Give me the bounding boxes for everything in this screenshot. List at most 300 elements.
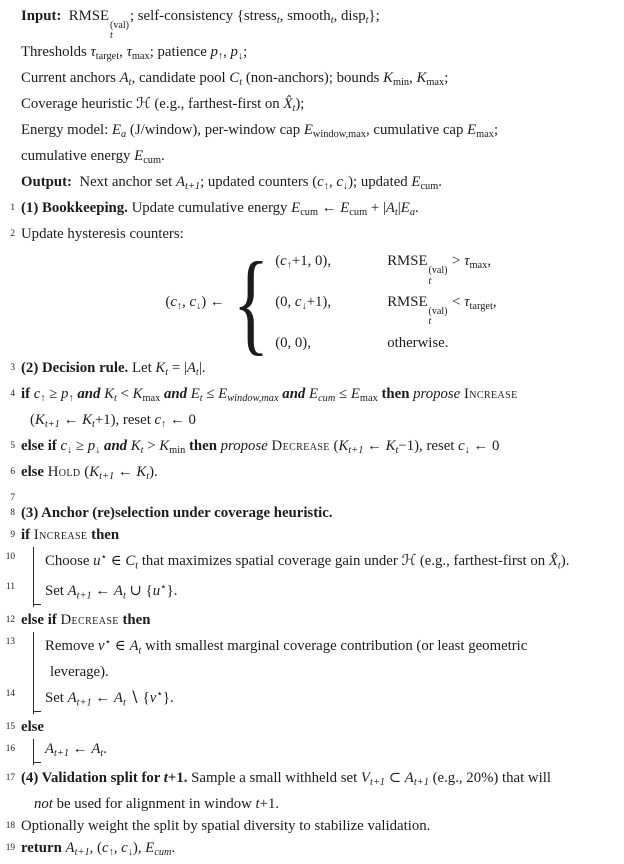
text-segment: RMSE <box>61 8 110 24</box>
text-segment: t+1 <box>369 777 385 789</box>
text-segment: window,max <box>312 128 367 140</box>
text-segment: Next anchor set <box>71 173 176 190</box>
text-segment: (4) Validation split for <box>21 769 164 786</box>
text-segment: , smooth <box>279 8 331 24</box>
equation-case-row <box>275 287 496 328</box>
algo-line-3 <box>0 358 624 384</box>
text-segment: a <box>121 128 127 140</box>
line-number: 3 <box>10 362 15 373</box>
text-segment: (3) Anchor (re)selection under coverage heuristic. <box>21 504 333 521</box>
text-segment: target <box>95 50 120 62</box>
text-segment: c <box>189 293 197 310</box>
text-segment: t <box>195 366 199 378</box>
algorithm-body-bottom <box>0 358 624 864</box>
text-segment: A <box>385 199 395 216</box>
text-segment: ∈ <box>107 552 126 569</box>
text-segment: E <box>411 173 421 190</box>
line-number: 6 <box>10 466 15 477</box>
text-segment: E <box>400 199 410 216</box>
algo-indent-block <box>5 547 624 607</box>
text-segment: A <box>186 359 196 376</box>
text-segment: then <box>377 385 414 402</box>
algorithm-header <box>0 6 624 198</box>
text-segment: ↓ <box>342 180 349 192</box>
text-segment: ← <box>69 740 92 757</box>
text-segment: K <box>130 437 141 454</box>
text-segment: t <box>292 102 296 114</box>
text-segment: max <box>469 260 488 272</box>
text-segment: ↓ <box>95 444 101 456</box>
text-segment: ⋆ <box>160 581 167 593</box>
text-segment: +1. <box>167 769 188 786</box>
text-segment: t <box>365 15 369 27</box>
text-segment: τ <box>464 253 470 270</box>
text-segment: , <box>492 294 497 311</box>
text-segment: ( <box>275 253 281 270</box>
line-number: 16 <box>5 743 15 754</box>
text-segment: ↑ <box>176 300 183 312</box>
case-value <box>275 287 387 328</box>
text-segment: propose <box>220 437 272 454</box>
cases-brace-glyph: { <box>232 239 270 366</box>
text-segment: ; self-consistency {stress <box>129 8 277 24</box>
text-segment: A <box>175 173 185 190</box>
text-segment: v <box>149 690 157 707</box>
equation-lhs <box>165 294 224 312</box>
text-segment: if <box>21 385 34 402</box>
text-segment: t+1 <box>54 748 70 760</box>
text-segment: c <box>101 839 109 856</box>
text-segment: , <box>223 43 231 60</box>
text-segment: c <box>154 411 162 428</box>
text-segment: (e.g., farthest-first on <box>150 95 284 112</box>
text-segment: t <box>239 76 243 88</box>
line-number: 9 <box>10 529 15 540</box>
text-segment: Hold <box>47 463 81 480</box>
text-segment: E <box>190 385 200 402</box>
text-segment: ∪ { <box>125 582 153 599</box>
equation-cases <box>275 246 496 359</box>
text-segment: p <box>210 43 218 60</box>
text-segment: ; patience <box>149 43 211 60</box>
text-segment: ) ← <box>201 293 225 310</box>
text-segment: ), <box>132 839 146 856</box>
text-segment: +1. <box>259 795 280 812</box>
algo-line-1 <box>0 198 624 224</box>
text-segment: ↑ <box>108 846 114 858</box>
text-segment: u <box>93 552 101 569</box>
algo-line-continuation <box>0 120 624 146</box>
text-segment: ≤ <box>202 385 219 402</box>
text-segment: C <box>229 69 240 86</box>
text-segment: and <box>100 437 131 454</box>
text-segment: }. <box>162 690 174 707</box>
text-segment: cum <box>300 206 319 218</box>
line-number: 18 <box>5 820 15 831</box>
text-segment: ( <box>30 411 35 428</box>
text-segment: min <box>169 444 186 456</box>
text-segment: be used for alignment in window <box>52 795 256 812</box>
text-segment: V <box>360 769 370 786</box>
text-segment: E <box>134 147 144 164</box>
text-segment: K <box>132 385 143 402</box>
text-segment: c <box>33 385 41 402</box>
text-segment: that maximizes spatial coverage gain under <box>138 552 402 569</box>
text-segment: ; updated counters ( <box>200 173 318 190</box>
algo-line-18 <box>0 816 624 838</box>
text-segment: E <box>111 121 122 138</box>
text-segment: otherwise. <box>387 335 449 352</box>
text-segment: Optionally weight the split by spatial diversity to stabilize validation. <box>21 817 431 834</box>
line-number: 2 <box>10 228 15 239</box>
algo-line-8 <box>0 503 624 525</box>
text-segment: p <box>87 437 96 454</box>
text-segment: cumulative energy <box>21 147 135 164</box>
text-segment: Coverage heuristic <box>21 95 137 112</box>
text-segment: t <box>395 444 399 456</box>
text-segment: t <box>255 795 260 812</box>
text-segment: |. <box>198 359 206 376</box>
text-segment: ∈ <box>111 637 130 654</box>
text-segment: t+1 <box>348 444 364 456</box>
text-segment: E <box>467 121 477 138</box>
text-segment: K <box>383 69 393 86</box>
text-segment: , <box>328 173 337 190</box>
case-value <box>275 246 387 287</box>
text-segment: cum <box>420 180 439 192</box>
text-segment: ( <box>80 463 90 480</box>
line-number: 19 <box>5 842 15 853</box>
text-segment: A <box>65 839 75 856</box>
algo-line-continuation <box>0 146 624 172</box>
text-segment: and <box>73 385 105 402</box>
text-segment: Update hysteresis counters: <box>21 225 184 242</box>
line-number: 4 <box>10 388 15 399</box>
text-segment: E <box>218 385 228 402</box>
text-segment: a <box>409 206 415 218</box>
text-segment: (0, <box>275 294 295 311</box>
text-segment: E <box>291 199 301 216</box>
text-segment: t <box>113 392 117 404</box>
algo-line-2 <box>0 224 624 246</box>
text-segment: t <box>557 559 561 571</box>
text-segment: c <box>336 173 343 190</box>
text-segment: ≥ <box>72 437 88 454</box>
algo-indent-block <box>5 739 624 765</box>
text-segment: and <box>160 385 191 402</box>
text-segment: ( <box>329 437 339 454</box>
text-segment: ↑ <box>286 260 292 272</box>
text-segment: ← <box>91 582 114 599</box>
text-segment: τ <box>90 43 96 60</box>
text-segment: leverage). <box>50 663 109 680</box>
text-segment: return <box>21 839 66 856</box>
text-segment: Increase <box>463 385 518 402</box>
text-segment: ↑ <box>40 392 46 404</box>
text-segment: t <box>276 15 280 27</box>
text-segment: c <box>170 293 177 310</box>
algo-line-continuation <box>0 794 624 816</box>
text-segment: Thresholds <box>21 43 91 60</box>
sup-sub-stack: (val) t <box>428 265 448 287</box>
algo-line-continuation <box>0 172 624 198</box>
text-segment: A <box>45 740 55 757</box>
text-segment: ← <box>91 690 114 707</box>
algo-line-9 <box>0 525 624 547</box>
text-segment: t+1 <box>74 846 90 858</box>
line-number: 7 <box>10 492 15 503</box>
text-segment: ↑ <box>68 392 74 404</box>
text-segment: ↓ <box>127 846 133 858</box>
text-segment: ← <box>59 411 83 428</box>
text-segment: max <box>359 392 378 404</box>
text-segment: , <box>113 839 122 856</box>
text-segment: cum <box>318 392 336 404</box>
algo-indent-block <box>5 632 624 714</box>
text-segment: not <box>34 795 53 812</box>
text-segment: t <box>199 392 203 404</box>
text-segment: ⋆ <box>100 551 107 563</box>
text-segment: . <box>103 740 107 757</box>
text-segment: ℋ <box>401 552 417 569</box>
text-segment: K <box>136 463 147 480</box>
text-segment: window,max <box>227 392 279 404</box>
text-segment: ← <box>114 463 137 480</box>
text-segment: | <box>397 199 401 216</box>
algo-line-continuation <box>0 6 624 42</box>
text-segment: K <box>338 437 349 454</box>
text-segment: (2) Decision rule. <box>21 359 129 376</box>
algo-line-5 <box>0 436 624 462</box>
text-segment: t <box>163 769 168 786</box>
text-segment: (0, 0), <box>275 335 311 352</box>
text-segment: u <box>152 582 161 599</box>
text-segment: ← 0 <box>469 437 500 454</box>
text-segment: ↓ <box>464 444 470 456</box>
text-segment: > <box>448 253 465 270</box>
text-segment: (non-anchors); bounds <box>242 69 384 86</box>
text-segment: Remove <box>45 637 99 654</box>
text-segment: Current anchors <box>21 69 120 86</box>
algo-line-16 <box>5 739 624 765</box>
text-segment: t <box>165 366 169 378</box>
text-segment: ∖ { <box>125 690 150 707</box>
sup-sub-stack: (val) t <box>110 19 129 42</box>
algo-line-10 <box>5 547 624 577</box>
text-segment: ( <box>165 293 171 310</box>
algo-line-4 <box>0 384 624 410</box>
text-segment: t <box>122 589 126 601</box>
text-segment: RMSE <box>387 253 428 270</box>
text-segment: A <box>67 690 77 707</box>
text-segment: Set <box>45 690 68 707</box>
text-segment: and <box>278 385 310 402</box>
text-segment: else if <box>21 437 61 454</box>
text-segment: cum <box>154 846 172 858</box>
cases-equation <box>0 239 624 366</box>
text-segment: t+1 <box>76 589 92 601</box>
text-segment: min <box>392 76 410 88</box>
text-segment: max <box>142 392 161 404</box>
text-segment: E <box>309 385 319 402</box>
text-segment: t <box>100 748 104 760</box>
case-condition <box>387 246 496 287</box>
text-segment: > <box>143 437 160 454</box>
algo-line-continuation <box>0 68 624 94</box>
sup-sub-stack: (val) t <box>428 305 448 328</box>
line-number: 8 <box>10 507 15 518</box>
text-segment: A <box>113 582 123 599</box>
text-segment: , candidate pool <box>131 69 230 86</box>
text-segment: p <box>61 385 69 402</box>
text-segment: K <box>159 437 170 454</box>
text-segment: t <box>138 645 142 657</box>
text-segment: , <box>409 69 417 86</box>
text-segment: (1) Bookkeeping. <box>21 199 128 216</box>
text-segment: t+1 <box>99 470 115 482</box>
algo-line-12 <box>0 610 624 632</box>
text-segment: (e.g., farthest-first on <box>416 552 549 569</box>
text-segment: c <box>60 437 68 454</box>
text-segment: ↑ <box>323 180 329 192</box>
text-segment: ↓ <box>196 300 202 312</box>
line-number: 1 <box>10 202 15 213</box>
text-segment: else <box>21 719 45 736</box>
text-segment: K <box>385 437 396 454</box>
algo-line-6 <box>0 462 624 488</box>
text-segment: ). <box>560 552 570 569</box>
text-segment: K <box>416 69 427 86</box>
algo-line-continuation <box>0 94 624 120</box>
text-segment: cum <box>143 154 162 166</box>
algo-line-15 <box>0 717 624 739</box>
text-segment: , cumulative cap <box>366 121 468 138</box>
text-segment: C <box>125 552 136 569</box>
text-segment: ≥ <box>45 385 62 402</box>
text-segment: c <box>317 173 324 190</box>
text-segment: t <box>140 444 144 456</box>
text-segment: . <box>415 199 419 216</box>
equation-case-row <box>275 246 496 287</box>
text-segment: Decrease <box>271 437 330 454</box>
text-segment: t+1 <box>413 777 429 789</box>
text-segment: t <box>91 418 95 430</box>
text-segment: ⋆ <box>104 636 112 648</box>
text-segment: τ <box>464 294 470 311</box>
text-segment: if <box>21 526 34 543</box>
text-segment: < <box>448 294 465 311</box>
text-segment: X̂ <box>283 95 293 112</box>
text-segment: ↓ <box>67 444 73 456</box>
algo-line-continuation <box>0 42 624 68</box>
text-segment: t <box>146 470 150 482</box>
algo-line-7 <box>0 488 624 503</box>
text-segment: , disp <box>333 8 366 24</box>
text-segment: K <box>34 411 45 428</box>
line-number: 17 <box>5 772 15 783</box>
algo-line-11 <box>6 577 624 607</box>
text-segment: then <box>87 526 120 543</box>
text-segment: max <box>476 128 494 140</box>
text-segment: ; <box>494 121 499 138</box>
text-segment: K <box>89 463 100 480</box>
line-number: 11 <box>6 581 15 592</box>
text-segment: A <box>129 637 139 654</box>
case-condition <box>387 287 496 328</box>
text-segment: t+1 <box>76 697 92 709</box>
text-segment: RMSE <box>387 294 428 311</box>
text-segment: ); <box>295 95 305 112</box>
equation-case-row <box>275 328 496 359</box>
text-segment: t+1 <box>185 180 201 192</box>
text-segment: ; <box>243 43 248 60</box>
text-segment: A <box>113 690 123 707</box>
text-segment: . <box>161 147 165 164</box>
text-segment: Let <box>128 359 156 376</box>
text-segment: ). <box>149 463 158 480</box>
text-segment: K <box>82 411 92 428</box>
text-segment: (e.g., 20%) that will <box>428 769 551 786</box>
text-segment: ↑ <box>161 418 167 430</box>
case-condition <box>387 328 496 359</box>
text-segment: else <box>21 463 48 480</box>
text-segment: t <box>135 559 139 571</box>
text-segment: ℋ <box>136 95 151 112</box>
text-segment: ↓ <box>237 50 244 62</box>
text-segment: ); updated <box>348 173 412 190</box>
algo-line-continuation <box>0 410 624 436</box>
text-segment: Input: <box>21 8 62 24</box>
text-segment: E <box>145 839 155 856</box>
text-segment: . <box>171 839 176 856</box>
text-segment: t <box>394 206 398 218</box>
text-segment: t <box>330 15 334 27</box>
text-segment: c <box>294 294 302 311</box>
text-segment: E <box>340 199 350 216</box>
text-segment: < <box>116 385 133 402</box>
text-segment: v <box>98 637 105 654</box>
text-segment: t <box>128 76 132 88</box>
text-segment: K <box>104 385 114 402</box>
text-segment: A <box>67 582 77 599</box>
text-segment: c <box>280 253 287 270</box>
text-segment: ⊂ <box>385 769 405 786</box>
text-segment: +1, 0), <box>291 253 332 270</box>
algorithm-body-top <box>0 198 624 246</box>
text-segment: + | <box>367 199 386 216</box>
text-segment: A <box>119 69 129 86</box>
text-segment: propose <box>413 385 464 402</box>
text-segment: τ <box>126 43 132 60</box>
text-segment: E <box>303 121 313 138</box>
algo-line-13 <box>5 632 624 662</box>
text-segment: else if <box>21 611 61 628</box>
text-segment: target <box>469 301 493 313</box>
line-number: 10 <box>5 551 15 562</box>
text-segment: ↓ <box>301 301 307 313</box>
text-segment: with smallest marginal coverage contribution (or least geometric <box>141 637 528 654</box>
text-segment: t <box>122 697 126 709</box>
line-number: 14 <box>5 688 15 699</box>
text-segment: Sample a small withheld set <box>187 769 361 786</box>
text-segment: Increase <box>33 526 88 543</box>
text-segment: }; <box>368 8 380 24</box>
text-segment: ← <box>318 199 341 216</box>
text-segment: K <box>155 359 166 376</box>
text-segment: E <box>350 385 360 402</box>
text-segment: ↑ <box>217 50 224 62</box>
case-value <box>275 328 387 359</box>
